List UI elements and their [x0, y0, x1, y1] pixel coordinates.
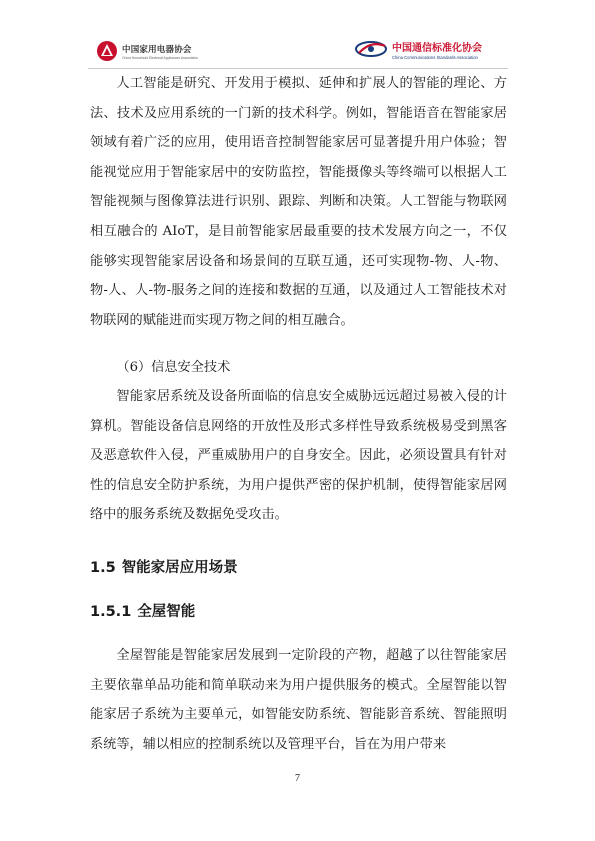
- ccsa-emblem-icon: [355, 38, 389, 60]
- page-number: 7: [295, 773, 300, 784]
- cheaa-name-cn: 中国家用电器协会: [122, 44, 192, 55]
- ccsa-name-cn: 中国通信标准化协会: [392, 42, 482, 54]
- page-header: [0, 0, 595, 75]
- item-heading-security: （6）信息安全技术: [116, 360, 231, 375]
- section-title: 智能家居应用场景: [121, 560, 238, 576]
- section-heading: [90, 556, 238, 577]
- section-number: 1.5: [90, 560, 116, 576]
- ccsa-name-en: China Communications Standards Association: [392, 54, 478, 60]
- ccsa-logo: [355, 38, 482, 60]
- cheaa-name-en: China Household Electrical Appliances Association: [122, 55, 199, 60]
- subsection-heading: [90, 600, 195, 621]
- cheaa-logo: [96, 40, 198, 62]
- subsection-number: 1.5.1: [90, 604, 132, 620]
- paragraph-whole-house: 全屋智能是智能家居发展到一定阶段的产物，超越了以往智能家居主要依靠单品功能和简单联动来为用户提供服务的模式。全屋智能以智能家居子系统为主要单元，如智能安防系统、智能影音系统、智能照明系统等，辅以相应的控制系统以及管理平台，旨在为用户带来: [90, 648, 507, 752]
- cheaa-emblem-icon: [96, 40, 118, 62]
- paragraph-ai: 人工智能是研究、开发用于模拟、延伸和扩展人的智能的理论、方法、技术及应用系统的一门新的技术科学。例如，智能语音在智能家居领域有着广泛的应用，使用语音控制智能家居可显著提升用户体验；智能视觉应用于智能家居中的安防监控，智能摄像头等终端可以根据人工智能视频与图像算法进行识别、跟踪、判断和决策。人工智能与物联网相互融合的 AIoT，是目前智能家居最重要的技术发展方向之一，不仅能够实现智能家居设备和场景间的互联互通，还可实现物-物、人-物、物-人、人-物-服务之间的连接和数据的互通，以及通过人工智能技术对物联网的赋能进而实现万物之间的相互融合。: [90, 76, 507, 328]
- paragraph-security: 智能家居系统及设备所面临的信息安全威胁远远超过易被入侵的计算机。智能设备信息网络的开放性及形式多样性导致系统极易受到黑客及恶意软件入侵，严重威胁用户的自身安全。因此，必须设置具有针对性的信息安全防护系统，为用户提供严密的保护机制，使得智能家居网络中的服务系统及数据免受攻击。: [90, 389, 507, 523]
- subsection-title: 全屋智能: [137, 604, 196, 620]
